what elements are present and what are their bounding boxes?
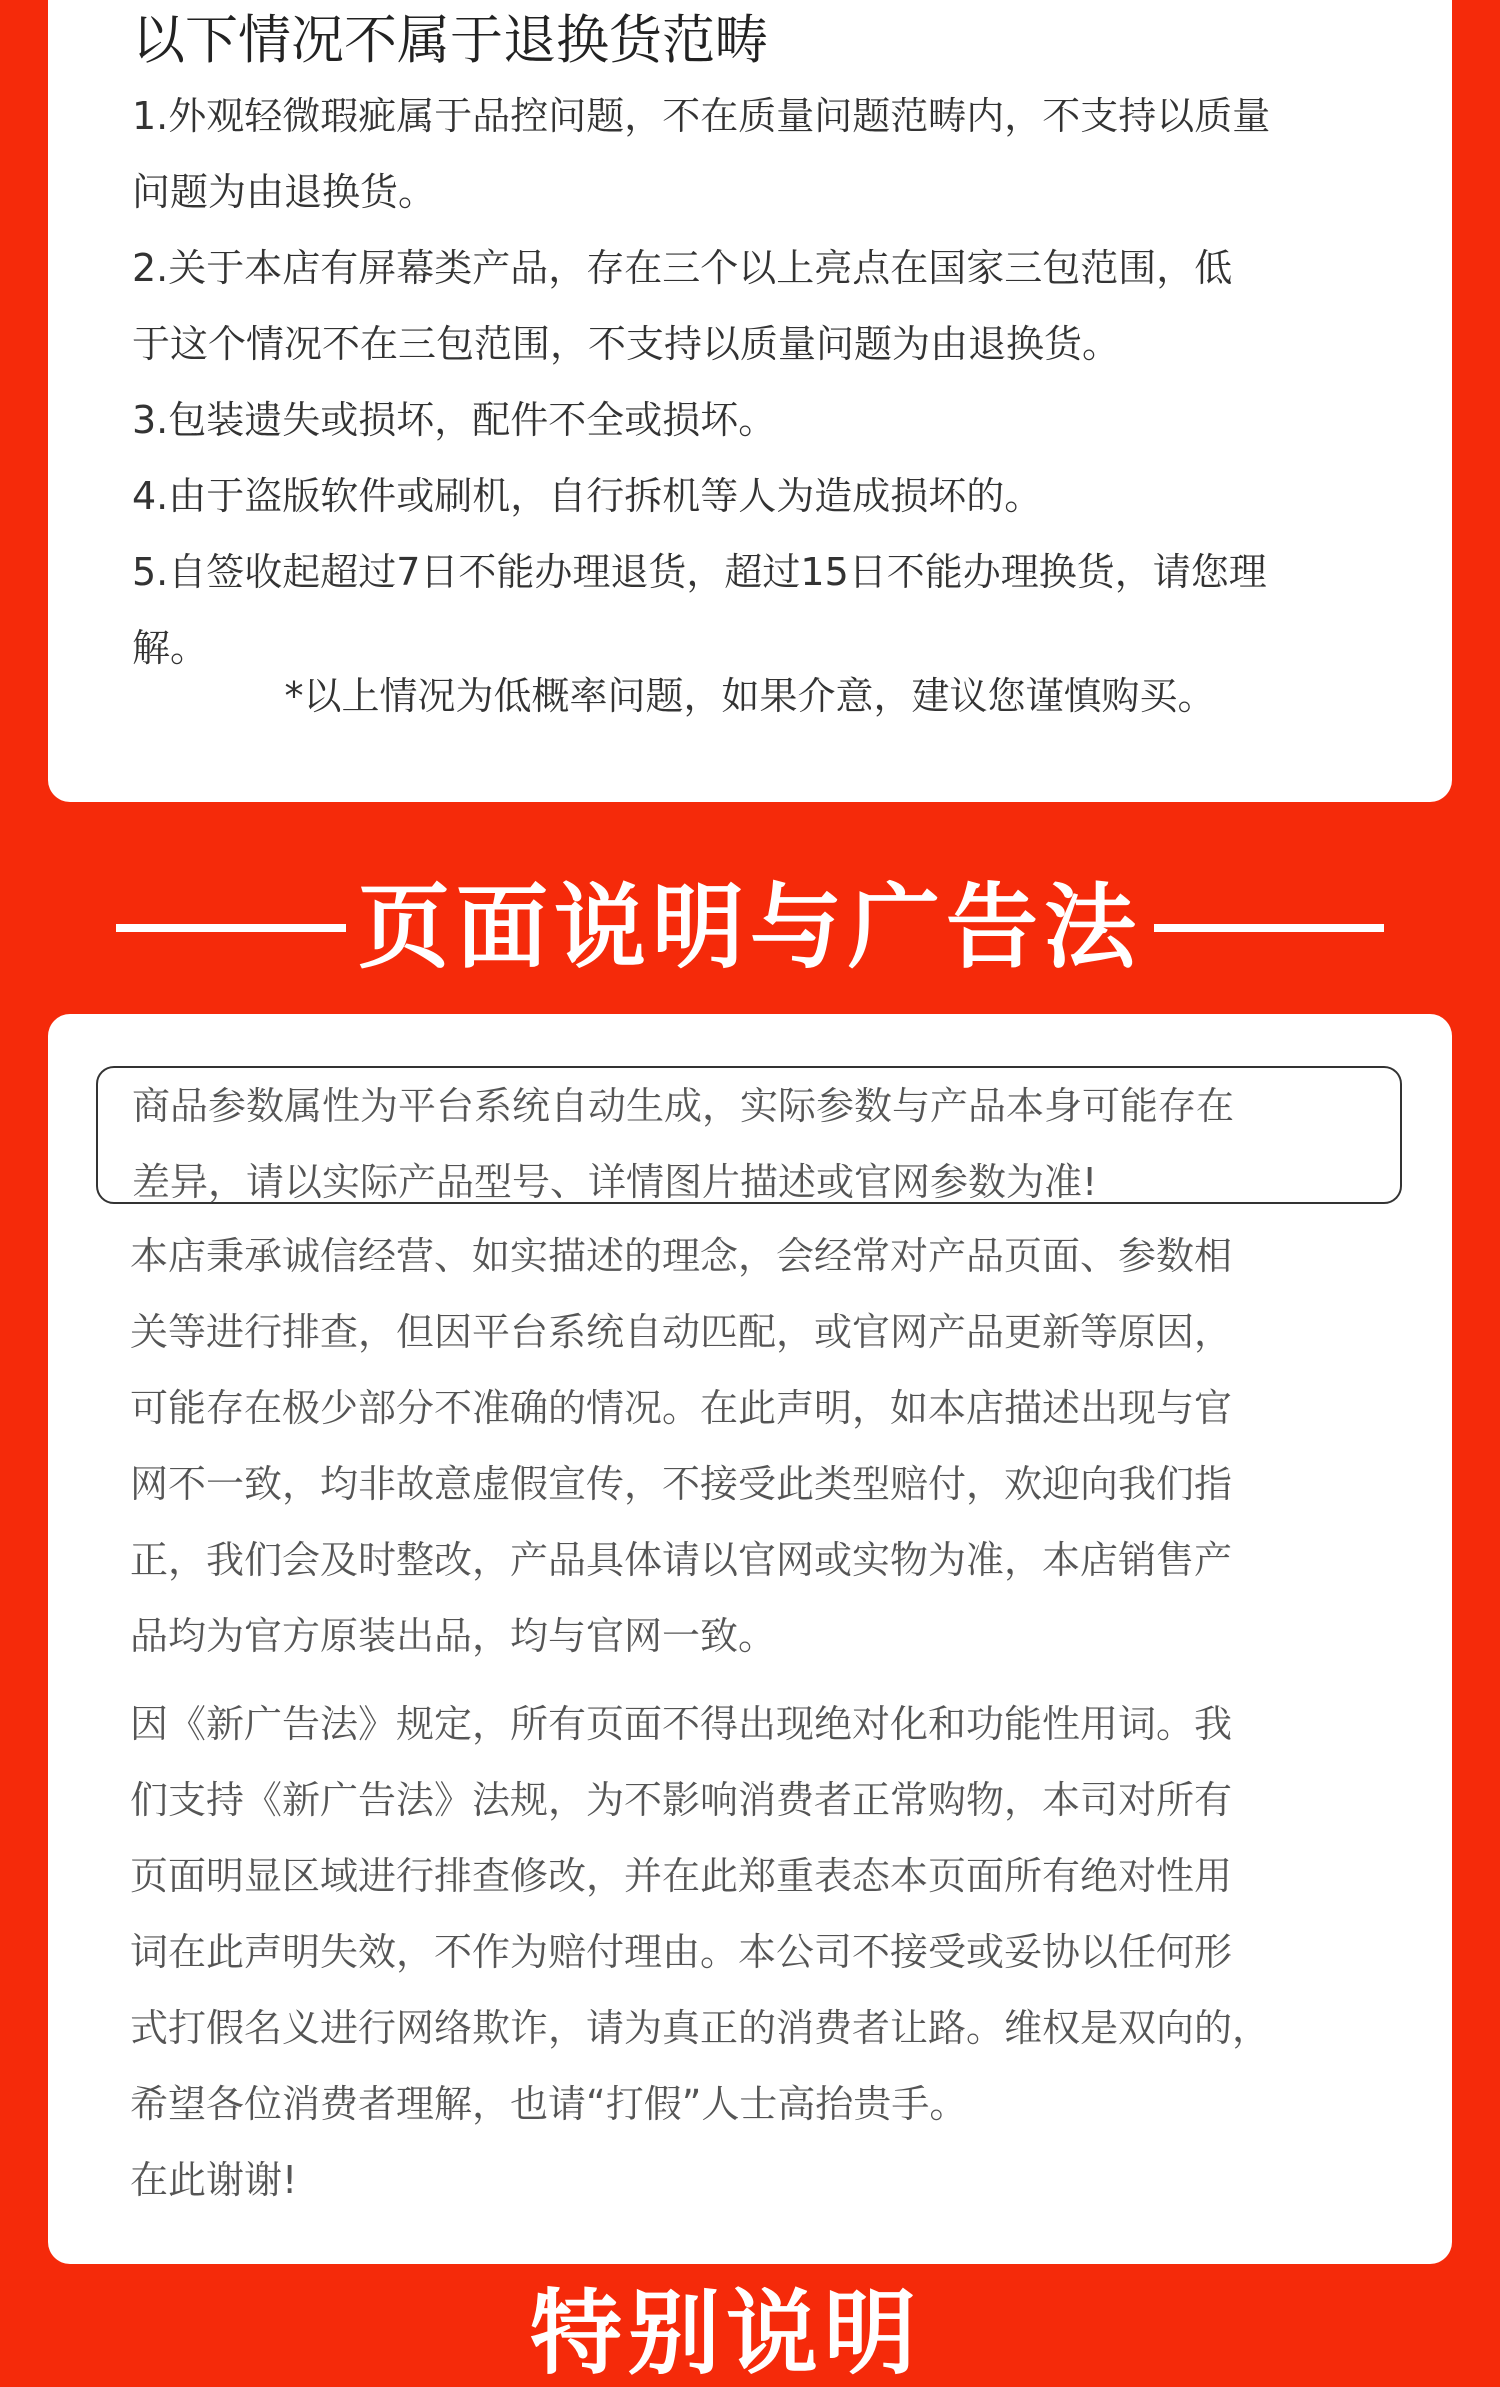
exclusion-item-3: 3.包装遗失或损坏，配件不全或损坏。 [132, 398, 777, 442]
page-statement-card [48, 1014, 1452, 2264]
exclusion-item-2: 2.关于本店有屏幕类产品，存在三个以上亮点在国家三包范围，低 于这个情况不在三包范围，不支持以质量问题为由退换货。 [132, 246, 1233, 366]
banner-title: 页面说明与广告法 [357, 874, 1142, 981]
banner-divider-right [1154, 924, 1384, 932]
return-exclusions-title: 以下情况不属于退换货范畴 [132, 10, 768, 71]
integrity-statement: 本店秉承诚信经营、如实描述的理念，会经常对产品页面、参数相 关等进行排查，但因平台系统自动匹配，或官网产品更新等原因， 可能存在极少部分不准确的情况。在此声明，如本店描述出现与官 网不一致，均非故意虚假宣传，不接受此类型赔付，欢迎向我们指 正，我们会及时整改，产品具体请以官网或实物为准，本店销售产 品均为官方原装出品，均与官网一致。 [130, 1234, 1233, 1658]
return-exclusions-list [132, 78, 1432, 686]
disclaimer-line: 差异，请以实际产品型号、详情图片描述或官网参数为准! [132, 1160, 1098, 1204]
disclaimer-line: 商品参数属性为平台系统自动生成，实际参数与产品本身可能存在 [132, 1084, 1235, 1128]
return-exclusions-card [48, 0, 1452, 802]
section-banner [0, 868, 1500, 988]
next-section-title-partial: 特别说明 [530, 2280, 923, 2387]
banner-divider-left [116, 924, 346, 932]
exclusion-item-5: 5.自签收起超过7日不能办理退货，超过15日不能办理换货，请您理 解。 [132, 550, 1267, 670]
exclusion-item-1: 1.外观轻微瑕疵属于品控问题，不在质量问题范畴内，不支持以质量 问题为由退换货。 [132, 94, 1271, 214]
low-probability-note: *以上情况为低概率问题，如果介意，建议您谨慎购买。 [284, 674, 1216, 718]
parameter-disclaimer-box [96, 1066, 1402, 1204]
advertising-law-statement: 因《新广告法》规定，所有页面不得出现绝对化和功能性用词。我 们支持《新广告法》法规，为不影响消费者正常购物，本司对所有 页面明显区域进行排查修改，并在此郑重表态本页面所有绝对性用 词在此声明失效，不作为赔付理由。本公司不接受或妥协以任何形 式打假名义进行网络欺诈，请为真正的消费者让路。维权是双向的， 希望各位消费者理解，也请“打假”人士高抬贵手。 在此谢谢! [130, 1702, 1271, 2202]
exclusion-item-4: 4.由于盗版软件或刷机，自行拆机等人为造成损坏的。 [132, 474, 1043, 518]
